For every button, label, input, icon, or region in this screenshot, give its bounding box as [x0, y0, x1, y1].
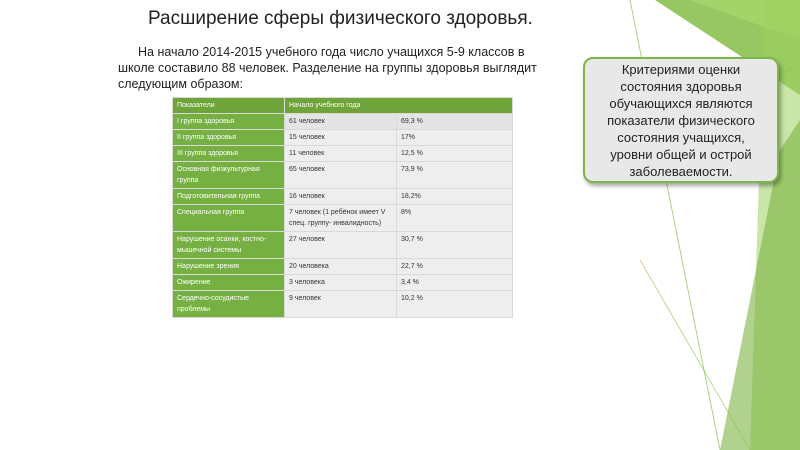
row-percent: 73,9 %: [397, 162, 513, 189]
row-label: Ожирение: [173, 275, 285, 291]
row-label: Специальная группа: [173, 205, 285, 232]
column-header-school-year-start: Начало учебного года: [285, 98, 513, 114]
row-count: 20 человека: [285, 259, 397, 275]
row-count: 9 человек: [285, 291, 397, 318]
table-row: [173, 162, 513, 189]
row-count: 11 человек: [285, 146, 397, 162]
table-row: [173, 146, 513, 162]
table-row: [173, 189, 513, 205]
criteria-callout-box: [583, 57, 779, 183]
table-row: [173, 291, 513, 318]
row-count: 7 человек (1 ребёнок имеет V спец. группу- инвалидность): [285, 205, 397, 232]
table-row: [173, 275, 513, 291]
row-percent: 18,2%: [397, 189, 513, 205]
table-row: [173, 114, 513, 130]
row-label: III группа здоровья: [173, 146, 285, 162]
table-row: [173, 259, 513, 275]
row-percent: 30,7 %: [397, 232, 513, 259]
intro-paragraph: На начало 2014-2015 учебного года число учащихся 5-9 классов в школе составило 88 человек. Разделение на группы здоровья выглядит следующим образом:: [118, 45, 537, 91]
table-header-row: [173, 98, 513, 114]
row-percent: 22,7 %: [397, 259, 513, 275]
row-label: I группа здоровья: [173, 114, 285, 130]
row-label: Сердечно-сосудистые проблемы: [173, 291, 285, 318]
table-row: [173, 130, 513, 146]
row-label: Нарушение зрения: [173, 259, 285, 275]
table-row: [173, 205, 513, 232]
row-percent: 12,5 %: [397, 146, 513, 162]
row-percent: 10,2 %: [397, 291, 513, 318]
row-label: Нарушение осанки, костно-мышечной системы: [173, 232, 285, 259]
health-groups-table: [172, 97, 513, 318]
criteria-callout-text: Критериями оценки состояния здоровья обучающихся являются показатели физического состояния учащихся, уровни общей и острой заболеваемости.: [607, 61, 755, 179]
row-label: Подготовительная группа: [173, 189, 285, 205]
row-percent: 17%: [397, 130, 513, 146]
row-count: 61 человек: [285, 114, 397, 130]
column-header-indicators: Показатели: [173, 98, 285, 114]
row-count: 16 человек: [285, 189, 397, 205]
slide-title: Расширение сферы физического здоровья.: [148, 8, 533, 29]
row-percent: 8%: [397, 205, 513, 232]
row-percent: 3,4 %: [397, 275, 513, 291]
row-label: Основная физкультурная группа: [173, 162, 285, 189]
table-row: [173, 232, 513, 259]
row-count: 3 человека: [285, 275, 397, 291]
row-count: 27 человек: [285, 232, 397, 259]
row-count: 15 человек: [285, 130, 397, 146]
row-count: 65 человек: [285, 162, 397, 189]
row-label: II группа здоровья: [173, 130, 285, 146]
row-percent: 69,3 %: [397, 114, 513, 130]
